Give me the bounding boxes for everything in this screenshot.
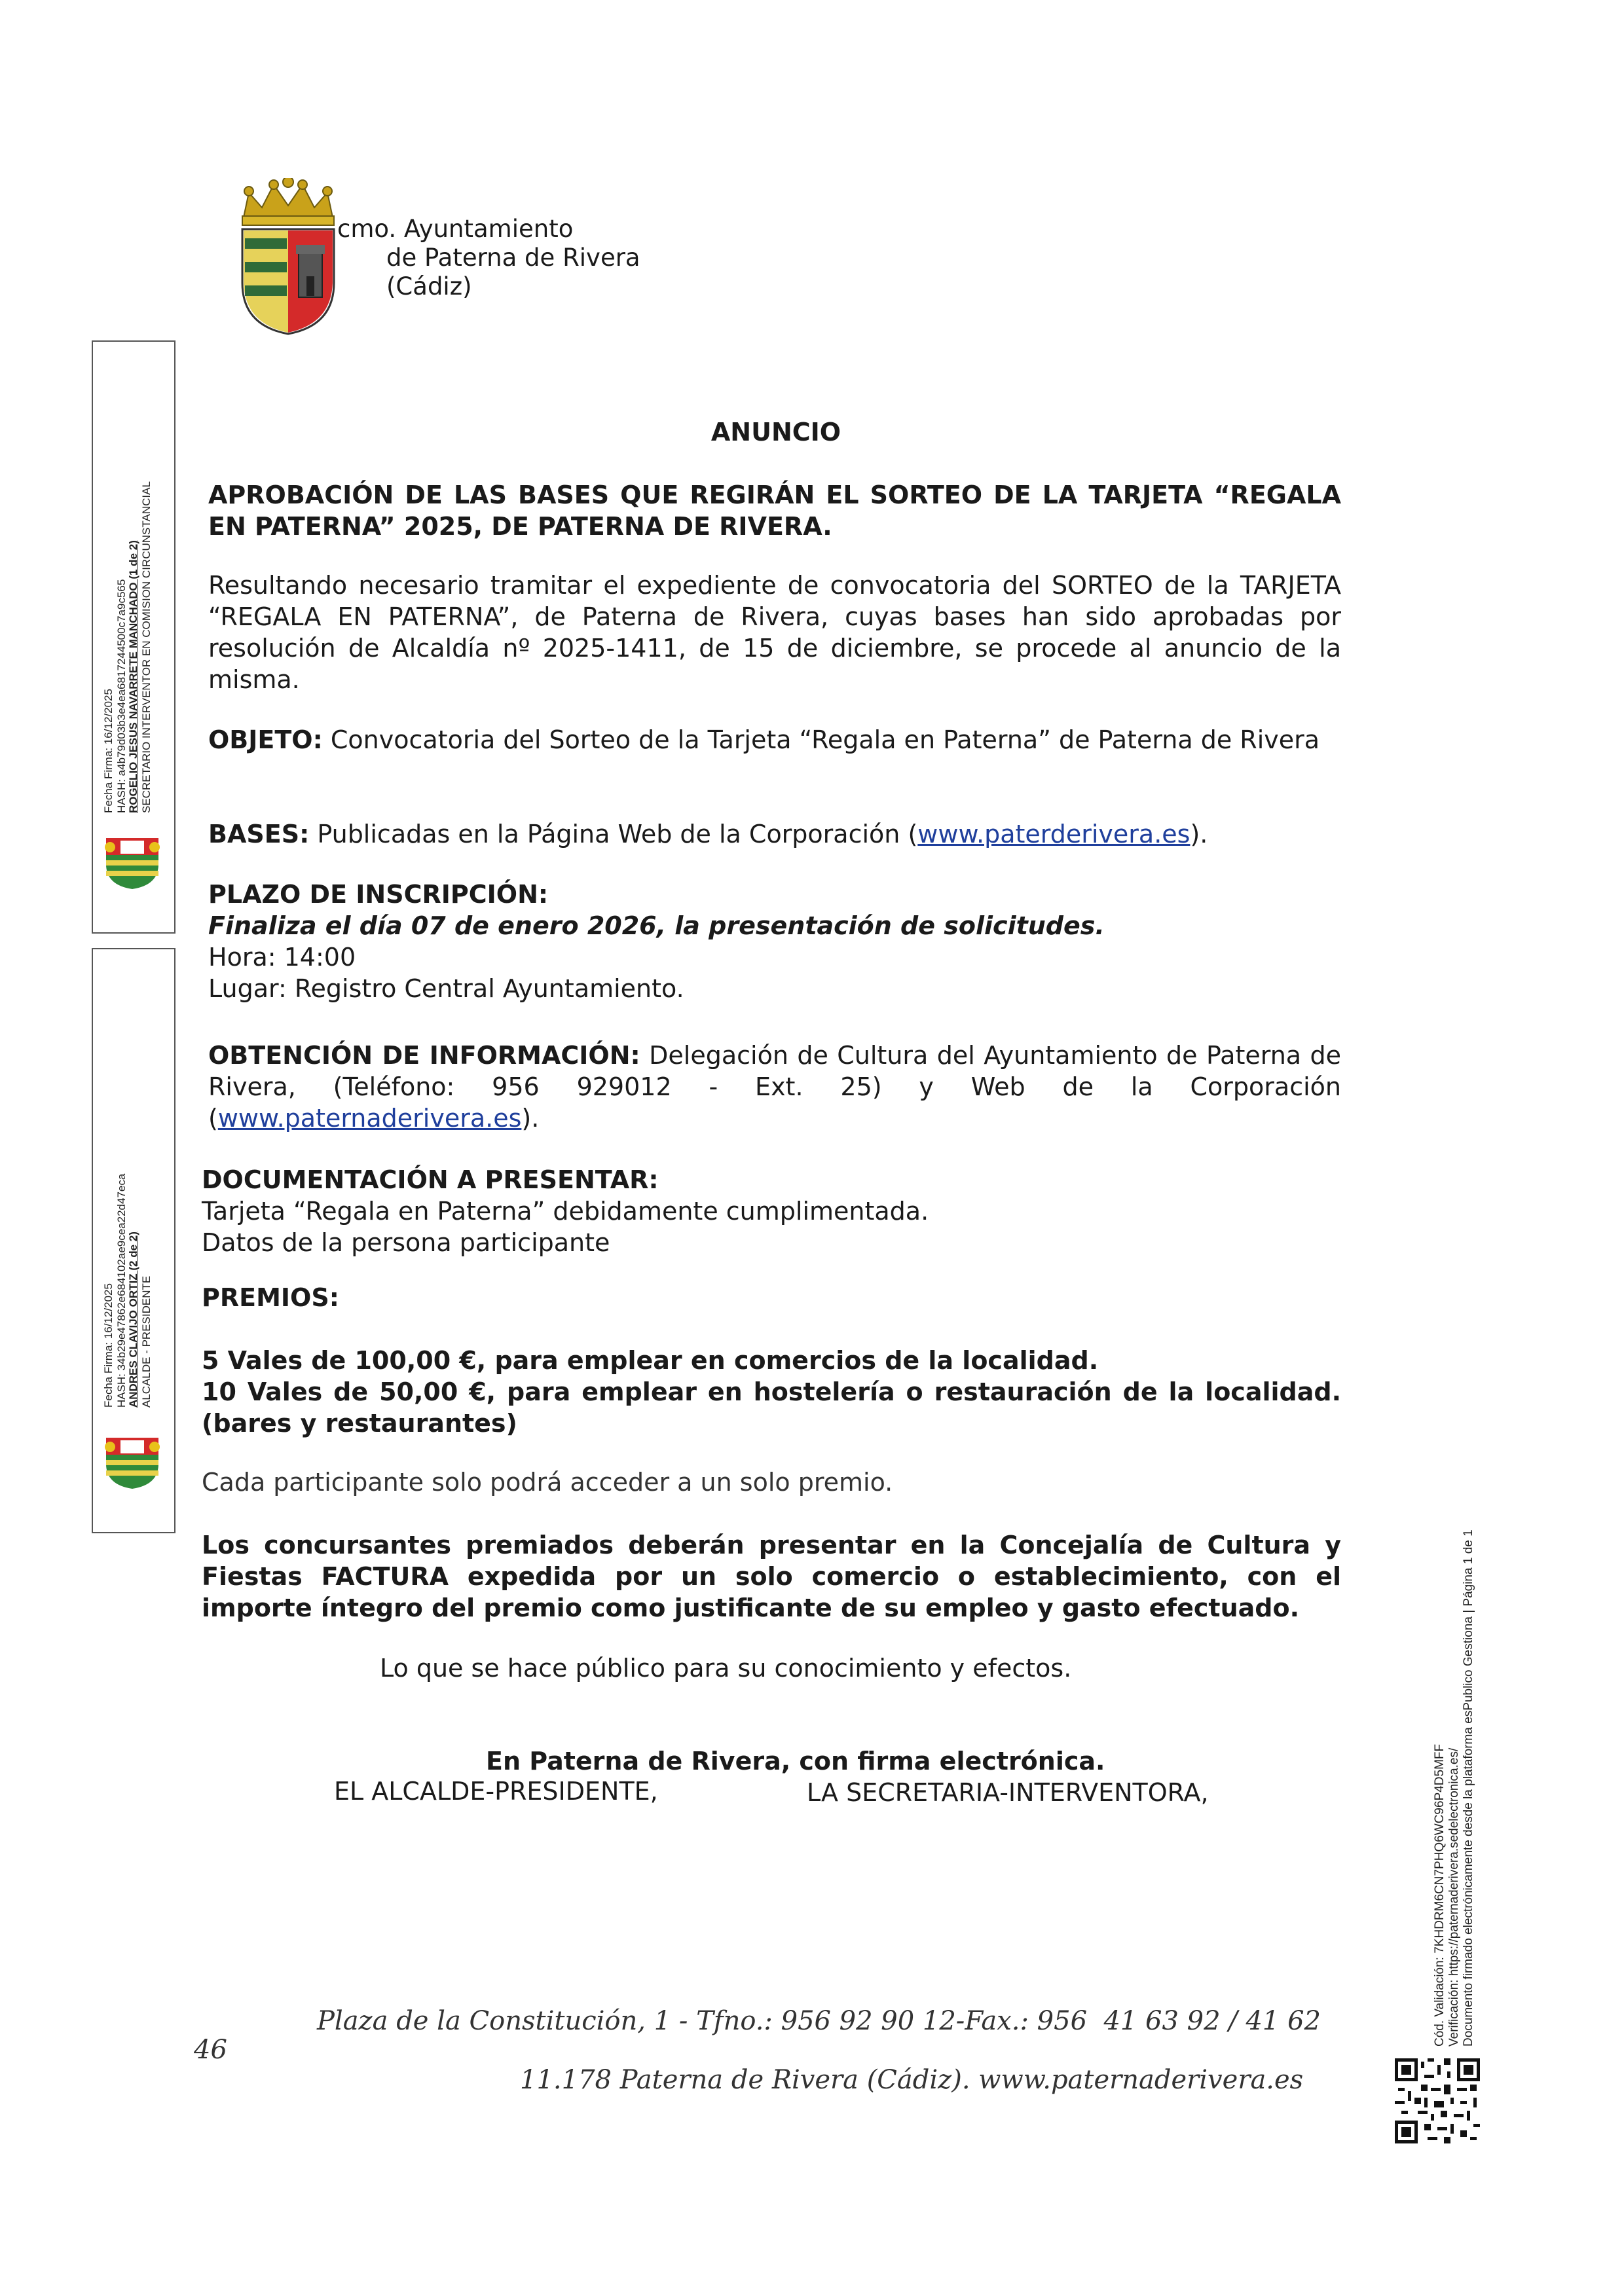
intro-paragraph: Resultando necesario tramitar el expediente de convocatoria del SORTEO de la TARJETA “REGALA EN PATERNA”, de Paterna de Rivera, cuyas bases han sido aprobadas por resolución de Alcaldía nº 2025-1411, de 15 de diciembre, se procede al anuncio de la misma.	[208, 571, 1341, 694]
documentacion-line-1: Tarjeta “Regala en Paterna” debidamente cumplimentada.	[202, 1197, 929, 1226]
signer-role-1: SECRETARIO INTERVENTOR EN COMISION CIRCUNSTANCIAL	[140, 481, 153, 813]
bases-link[interactable]: www.paterderivera.es	[917, 820, 1190, 848]
place-sign: En Paterna de Rivera, con firma electrónica.	[486, 1747, 1105, 1776]
objeto-label: OBJETO:	[208, 725, 323, 754]
documentacion-section	[202, 1164, 1354, 1258]
premios-list	[202, 1345, 1341, 1439]
info-section	[208, 1040, 1341, 1134]
qr-code[interactable]	[1395, 2058, 1480, 2143]
info-link[interactable]: www.paternaderivera.es	[217, 1104, 522, 1133]
info-link-post: ).	[521, 1104, 540, 1133]
signer-date-1: Fecha Firma: 16/12/2025	[102, 689, 115, 813]
validation-block	[1433, 1529, 1476, 2047]
info-label: OBTENCIÓN DE INFORMACIÓN:	[208, 1041, 640, 1070]
validation-platform: Documento firmado electrónicamente desde la plataforma esPublico Gestiona | Página 1 de 1	[1462, 1529, 1475, 2047]
plazo-lugar: Lugar: Registro Central Ayuntamiento.	[208, 974, 684, 1003]
premio-2: 10 Vales de 50,00 €, para emplear en hostelería o restauración de la localidad. (bares y restaurantes)	[202, 1377, 1341, 1438]
footer-address-2: 11.178 Paterna de Rivera (Cádiz). www.paternaderivera.es	[520, 2065, 1304, 2095]
documentacion-label: DOCUMENTACIÓN A PRESENTAR:	[202, 1165, 659, 1194]
signer-role-2: ALCALDE - PRESIDENTE	[140, 1275, 153, 1408]
closing-text: Lo que se hace público para su conocimiento y efectos.	[380, 1654, 1072, 1683]
plazo-hora: Hora: 14:00	[208, 943, 356, 972]
coat-of-arms-logo	[236, 178, 341, 335]
signer-name-1: ROGELIO JESUS NAVARRETE MANCHADO (1 de 2)	[127, 540, 139, 813]
shield-icon	[101, 831, 164, 893]
info-text: Delegación de Cultura del Ayuntamiento de Paterna de Rivera, (Teléfono: 956 929012 - Ext. 25) y Web de la Corporación	[208, 1041, 1341, 1101]
header-line-1: cmo. Ayuntamiento	[337, 215, 574, 243]
note-1: Cada participante solo podrá acceder a un solo premio.	[202, 1468, 893, 1497]
signer-1: EL ALCALDE-PRESIDENTE,	[334, 1777, 658, 1806]
note-2: Los concursantes premiados deberán presentar en la Concejalía de Cultura y Fiestas FACTURA expedida por un solo comercio o establecimiento, con el importe íntegro del premio como justificante de su empleo y gasto efectuado.	[202, 1531, 1341, 1622]
bases-end: ).	[1190, 820, 1208, 848]
objeto-section	[208, 724, 1341, 756]
documentacion-line-2: Datos de la persona participante	[202, 1228, 610, 1257]
document-title: ANUNCIO	[710, 418, 841, 446]
signer-date-2: Fecha Firma: 16/12/2025	[102, 1283, 115, 1408]
signer-hash-1: HASH: a4b79d03b3e4ea6817244500c7a9c565	[115, 579, 128, 813]
premio-1: 5 Vales de 100,00 €, para emplear en comercios de la localidad.	[202, 1346, 1099, 1375]
signer-name-2: ANDRES CLAVIJO ORTIZ (2 de 2)	[127, 1231, 139, 1408]
page-number: 46	[194, 2035, 227, 2065]
header-line-3: (Cádiz)	[386, 272, 472, 301]
bases-section	[208, 818, 1361, 850]
shield-icon	[101, 1431, 164, 1493]
header-line-2: de Paterna de Rivera	[386, 244, 640, 272]
bases-text: Publicadas en la Página Web de la Corporación (	[317, 820, 918, 848]
plazo-section	[208, 879, 1361, 1004]
document-subject: APROBACIÓN DE LAS BASES QUE REGIRÁN EL SORTEO DE LA TARJETA “REGALA EN PATERNA” 2025, DE PATERNA DE RIVERA.	[208, 481, 1341, 541]
signature-stamp-2	[92, 948, 175, 1533]
plazo-text: Finaliza el día 07 de enero 2026, la presentación de solicitudes.	[208, 911, 1105, 940]
footer-address-1: Plaza de la Constitución, 1 - Tfno.: 956 92 90 12-Fax.: 956 41 63 92 / 41 62	[317, 2006, 1321, 2036]
objeto-text: Convocatoria del Sorteo de la Tarjeta “Regala en Paterna” de Paterna de Rivera	[330, 725, 1320, 754]
bases-label: BASES:	[208, 820, 310, 848]
signer-2: LA SECRETARIA-INTERVENTORA,	[807, 1778, 1209, 1807]
premios-label: PREMIOS:	[202, 1283, 339, 1312]
signer-hash-2: HASH: 34b29e47862e684102ae9cea22d47eca	[115, 1173, 128, 1408]
info-link-pre: (	[208, 1104, 218, 1133]
validation-code: Cód. Validación: 7KHDRM6CN7PHQ6WC96P4D5MFF	[1433, 1743, 1447, 2047]
validation-url: Verificación: https://paternaderivera.sedelectronica.es/	[1447, 1747, 1461, 2047]
plazo-label: PLAZO DE INSCRIPCIÓN:	[208, 880, 549, 909]
